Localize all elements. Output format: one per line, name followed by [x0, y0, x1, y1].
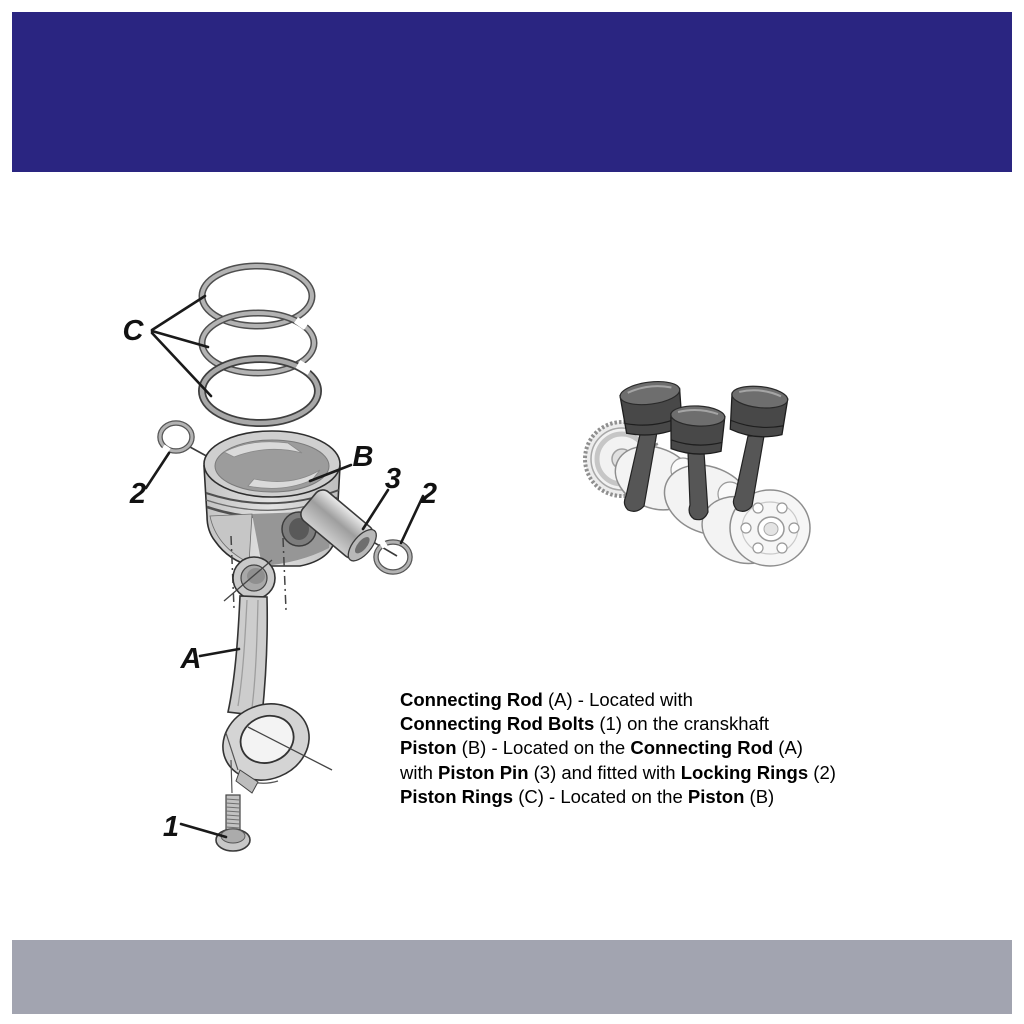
caption-part-name: Locking Rings — [680, 761, 809, 783]
caption-text: with — [400, 761, 439, 783]
label-connecting-rod: A — [180, 643, 202, 675]
caption-part-name: Connecting Rod — [630, 737, 774, 759]
caption-line — [400, 785, 900, 809]
caption-text: (A) — [773, 737, 803, 759]
locking-ring-right — [376, 542, 410, 572]
caption-part-name: Piston — [400, 737, 457, 759]
connecting-rod — [211, 557, 332, 793]
caption-text: (3) and fitted with — [528, 761, 681, 783]
caption-part-name: Piston — [687, 785, 745, 807]
label-locking-ring-left: 2 — [129, 478, 147, 510]
label-piston-rings: C — [122, 315, 144, 347]
caption-text: (A) - Located with — [542, 689, 693, 710]
caption-part-name: Piston Rings — [400, 785, 514, 807]
caption-line — [400, 688, 900, 712]
crankshaft-assembly — [585, 379, 810, 575]
label-piston: B — [352, 441, 374, 473]
label-bolt: 1 — [162, 811, 180, 843]
label-locking-ring-right: 2 — [420, 478, 438, 510]
caption-text: (2) — [808, 761, 836, 783]
caption-block — [400, 688, 900, 809]
piston-rings — [202, 266, 318, 423]
caption-line — [400, 761, 900, 785]
caption-line — [400, 712, 900, 736]
locking-ring-left — [160, 423, 192, 451]
caption-text: (B) - Located on the — [456, 737, 631, 759]
caption-text: (B) — [744, 785, 775, 807]
label-piston-pin: 3 — [384, 463, 402, 495]
caption-text: (C) - Located on the — [513, 785, 688, 807]
caption-part-name: Connecting Rod — [400, 689, 543, 710]
caption-text: (1) on the cranskhaft — [594, 713, 770, 735]
caption-line — [400, 736, 900, 760]
caption-part-name: Piston Pin — [438, 761, 529, 783]
caption-part-name: Connecting Rod Bolts — [400, 713, 595, 735]
